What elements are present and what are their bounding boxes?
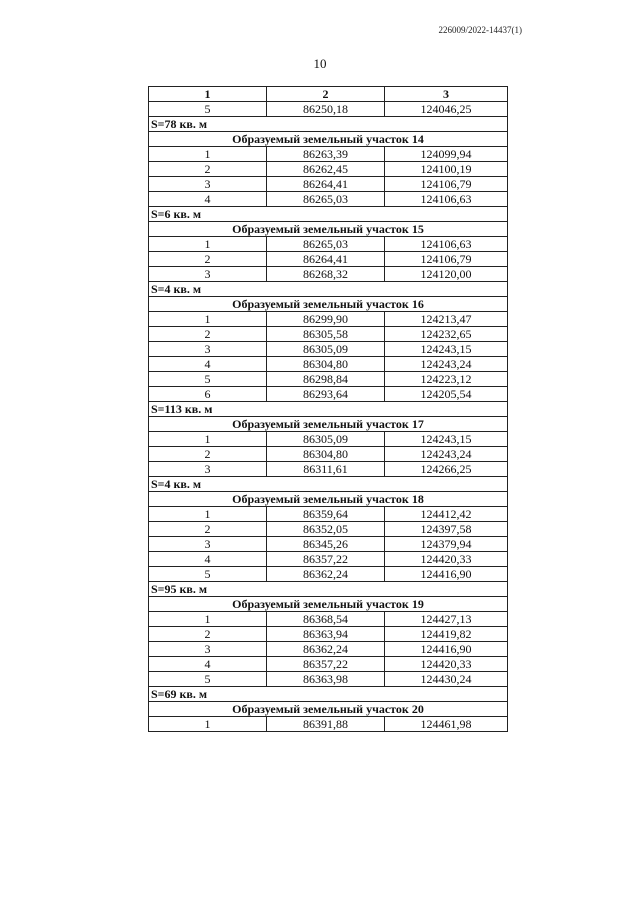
point-number-cell: 3	[149, 267, 267, 282]
point-number-cell: 2	[149, 162, 267, 177]
point-number-cell: 1	[149, 237, 267, 252]
point-number-cell: 5	[149, 672, 267, 687]
x-coordinate-cell: 86362,24	[267, 567, 385, 582]
coordinates-table-body	[149, 87, 508, 732]
table-row	[149, 507, 508, 522]
x-coordinate-cell: 86293,64	[267, 387, 385, 402]
x-coordinate-cell: 86263,39	[267, 147, 385, 162]
page-number: 10	[313, 56, 327, 71]
table-header-row	[149, 87, 508, 102]
table-row	[149, 177, 508, 192]
x-coordinate-cell: 86363,94	[267, 627, 385, 642]
table-row	[149, 612, 508, 627]
area-label: S=4 кв. м	[149, 282, 508, 297]
table-row	[149, 567, 508, 582]
y-coordinate-cell: 124243,24	[385, 357, 508, 372]
table-row	[149, 387, 508, 402]
area-row	[149, 687, 508, 702]
x-coordinate-cell: 86305,09	[267, 432, 385, 447]
x-coordinate-cell: 86363,98	[267, 672, 385, 687]
point-number-cell: 1	[149, 717, 267, 732]
parcel-title-row	[149, 597, 508, 612]
area-label: S=69 кв. м	[149, 687, 508, 702]
y-coordinate-cell: 124416,90	[385, 567, 508, 582]
y-coordinate-cell: 124205,54	[385, 387, 508, 402]
x-coordinate-cell: 86357,22	[267, 657, 385, 672]
y-coordinate-cell: 124232,65	[385, 327, 508, 342]
table-row	[149, 252, 508, 267]
y-coordinate-cell: 124120,00	[385, 267, 508, 282]
point-number-cell: 3	[149, 462, 267, 477]
table-row	[149, 462, 508, 477]
point-number-cell: 1	[149, 312, 267, 327]
point-number-cell: 1	[149, 612, 267, 627]
y-coordinate-cell: 124106,63	[385, 192, 508, 207]
table-row	[149, 672, 508, 687]
x-coordinate-cell: 86368,54	[267, 612, 385, 627]
table-row	[149, 372, 508, 387]
point-number-cell: 2	[149, 522, 267, 537]
point-number-cell: 4	[149, 357, 267, 372]
point-number-cell: 6	[149, 387, 267, 402]
y-coordinate-cell: 124106,63	[385, 237, 508, 252]
area-label: S=78 кв. м	[149, 117, 508, 132]
x-coordinate-cell: 86305,58	[267, 327, 385, 342]
y-coordinate-cell: 124099,94	[385, 147, 508, 162]
point-number-cell: 2	[149, 252, 267, 267]
table-row	[149, 237, 508, 252]
y-coordinate-cell: 124223,12	[385, 372, 508, 387]
area-row	[149, 117, 508, 132]
y-coordinate-cell: 124100,19	[385, 162, 508, 177]
y-coordinate-cell: 124243,15	[385, 342, 508, 357]
area-label: S=113 кв. м	[149, 402, 508, 417]
y-coordinate-cell: 124046,25	[385, 102, 508, 117]
table-row	[149, 642, 508, 657]
area-label: S=4 кв. м	[149, 477, 508, 492]
point-number-cell: 4	[149, 657, 267, 672]
point-number-cell: 1	[149, 432, 267, 447]
y-coordinate-cell: 124106,79	[385, 252, 508, 267]
point-number-cell: 5	[149, 102, 267, 117]
point-number-cell: 3	[149, 342, 267, 357]
table-row	[149, 147, 508, 162]
area-label: S=6 кв. м	[149, 207, 508, 222]
parcel-title: Образуемый земельный участок 20	[149, 702, 508, 717]
table-row	[149, 102, 508, 117]
x-coordinate-cell: 86311,61	[267, 462, 385, 477]
document-number: 226009/2022-14437(1)	[438, 25, 522, 35]
point-number-cell: 5	[149, 372, 267, 387]
point-number-cell: 2	[149, 327, 267, 342]
parcel-title-row	[149, 222, 508, 237]
table-row	[149, 432, 508, 447]
y-coordinate-cell: 124420,33	[385, 657, 508, 672]
x-coordinate-cell: 86357,22	[267, 552, 385, 567]
parcel-title-row	[149, 417, 508, 432]
parcel-title: Образуемый земельный участок 16	[149, 297, 508, 312]
table-row	[149, 522, 508, 537]
y-coordinate-cell: 124213,47	[385, 312, 508, 327]
table-row	[149, 717, 508, 732]
coordinates-table	[148, 86, 508, 732]
y-coordinate-cell: 124266,25	[385, 462, 508, 477]
x-coordinate-cell: 86345,26	[267, 537, 385, 552]
table-row	[149, 657, 508, 672]
parcel-title: Образуемый земельный участок 14	[149, 132, 508, 147]
x-coordinate-cell: 86262,45	[267, 162, 385, 177]
y-coordinate-cell: 124243,15	[385, 432, 508, 447]
x-coordinate-cell: 86268,32	[267, 267, 385, 282]
y-coordinate-cell: 124419,82	[385, 627, 508, 642]
y-coordinate-cell: 124397,58	[385, 522, 508, 537]
parcel-title-row	[149, 132, 508, 147]
x-coordinate-cell: 86304,80	[267, 447, 385, 462]
y-coordinate-cell: 124461,98	[385, 717, 508, 732]
x-coordinate-cell: 86264,41	[267, 177, 385, 192]
column-header-1: 1	[149, 87, 267, 102]
y-coordinate-cell: 124379,94	[385, 537, 508, 552]
table-row	[149, 192, 508, 207]
point-number-cell: 3	[149, 537, 267, 552]
y-coordinate-cell: 124427,13	[385, 612, 508, 627]
table-row	[149, 357, 508, 372]
table-row	[149, 267, 508, 282]
area-label: S=95 кв. м	[149, 582, 508, 597]
point-number-cell: 4	[149, 552, 267, 567]
table-row	[149, 312, 508, 327]
table-row	[149, 447, 508, 462]
parcel-title: Образуемый земельный участок 19	[149, 597, 508, 612]
parcel-title: Образуемый земельный участок 18	[149, 492, 508, 507]
point-number-cell: 2	[149, 627, 267, 642]
x-coordinate-cell: 86362,24	[267, 642, 385, 657]
area-row	[149, 477, 508, 492]
table-row	[149, 342, 508, 357]
parcel-title: Образуемый земельный участок 15	[149, 222, 508, 237]
y-coordinate-cell: 124420,33	[385, 552, 508, 567]
y-coordinate-cell: 124106,79	[385, 177, 508, 192]
x-coordinate-cell: 86299,90	[267, 312, 385, 327]
x-coordinate-cell: 86265,03	[267, 237, 385, 252]
y-coordinate-cell: 124243,24	[385, 447, 508, 462]
point-number-cell: 1	[149, 147, 267, 162]
x-coordinate-cell: 86250,18	[267, 102, 385, 117]
x-coordinate-cell: 86305,09	[267, 342, 385, 357]
table-row	[149, 627, 508, 642]
parcel-title-row	[149, 297, 508, 312]
y-coordinate-cell: 124412,42	[385, 507, 508, 522]
y-coordinate-cell: 124430,24	[385, 672, 508, 687]
table-row	[149, 162, 508, 177]
point-number-cell: 1	[149, 507, 267, 522]
point-number-cell: 2	[149, 447, 267, 462]
table-row	[149, 537, 508, 552]
column-header-2: 2	[267, 87, 385, 102]
area-row	[149, 402, 508, 417]
x-coordinate-cell: 86352,05	[267, 522, 385, 537]
table-row	[149, 552, 508, 567]
x-coordinate-cell: 86304,80	[267, 357, 385, 372]
x-coordinate-cell: 86264,41	[267, 252, 385, 267]
parcel-title: Образуемый земельный участок 17	[149, 417, 508, 432]
point-number-cell: 5	[149, 567, 267, 582]
y-coordinate-cell: 124416,90	[385, 642, 508, 657]
point-number-cell: 4	[149, 192, 267, 207]
parcel-title-row	[149, 492, 508, 507]
x-coordinate-cell: 86359,64	[267, 507, 385, 522]
area-row	[149, 207, 508, 222]
point-number-cell: 3	[149, 177, 267, 192]
x-coordinate-cell: 86391,88	[267, 717, 385, 732]
area-row	[149, 582, 508, 597]
table-row	[149, 327, 508, 342]
parcel-title-row	[149, 702, 508, 717]
column-header-3: 3	[385, 87, 508, 102]
x-coordinate-cell: 86265,03	[267, 192, 385, 207]
area-row	[149, 282, 508, 297]
x-coordinate-cell: 86298,84	[267, 372, 385, 387]
point-number-cell: 3	[149, 642, 267, 657]
